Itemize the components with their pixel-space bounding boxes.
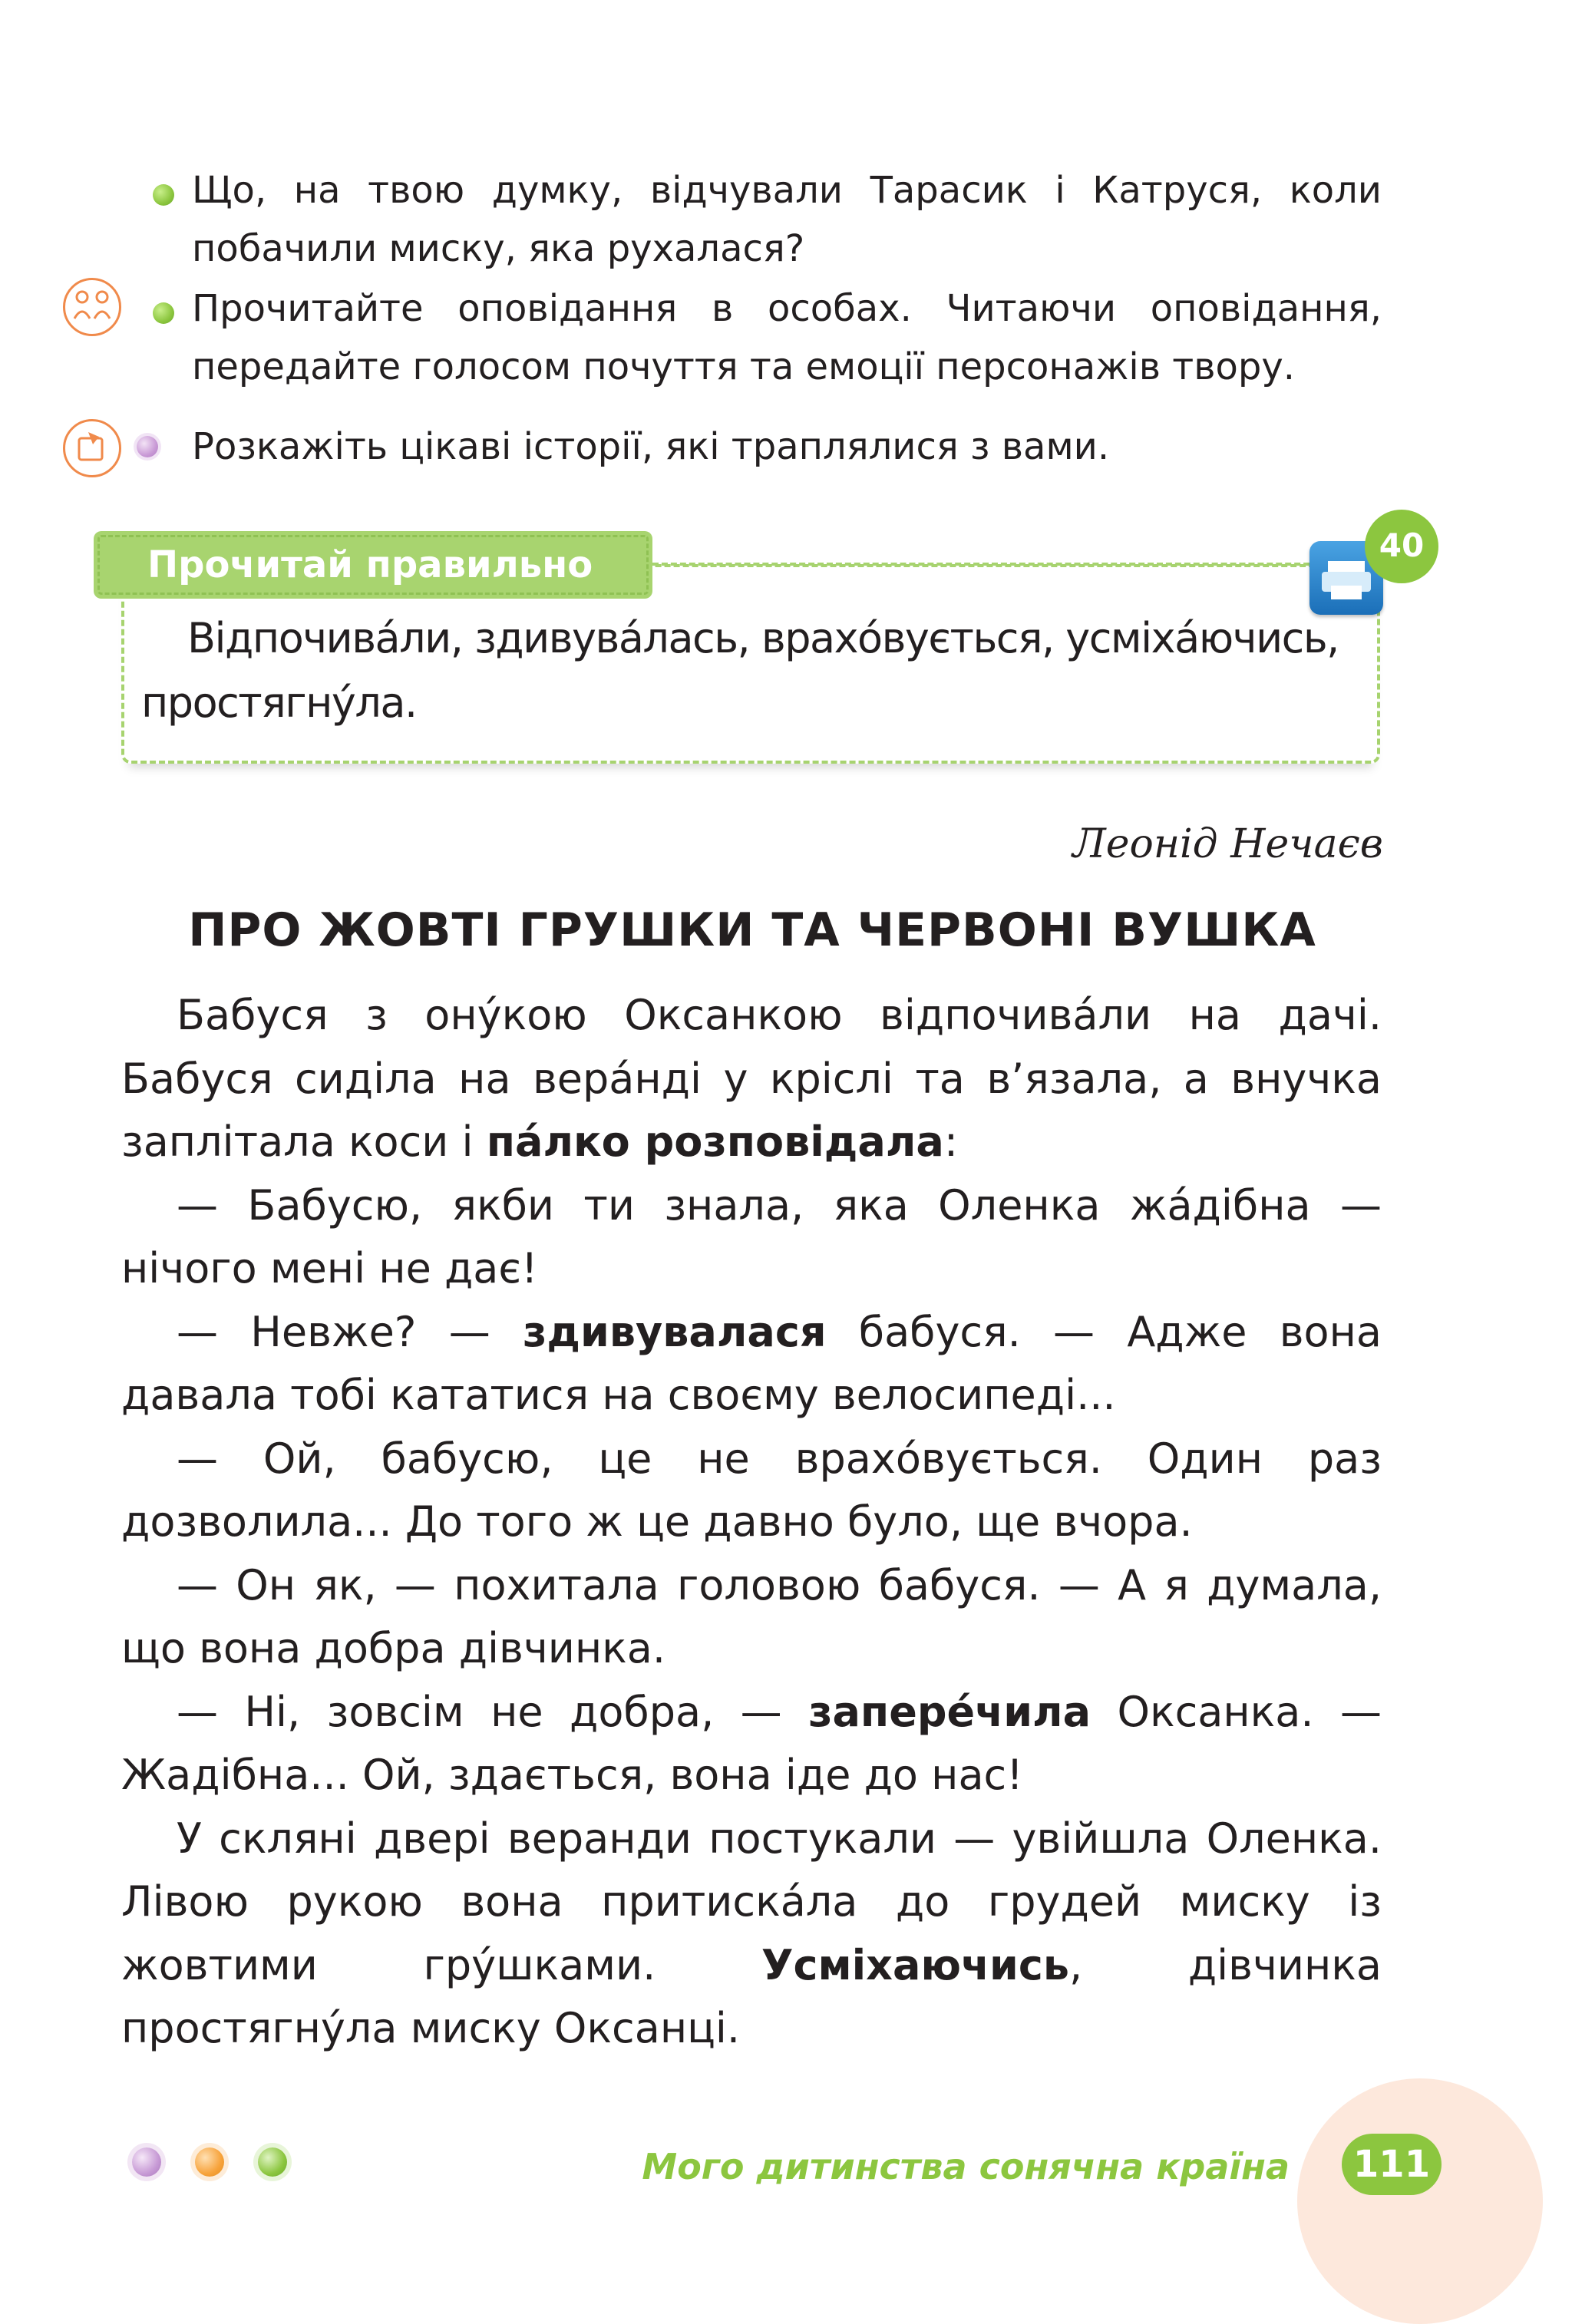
group-reading-icon [63, 278, 121, 336]
question-3: Розкажіть цікаві історії, які траплялися з вами. [192, 425, 1110, 468]
read-correctly-label: Прочитай правильно [94, 531, 652, 599]
story-paragraph: — Ой, бабусю, це не врахо́вується. Один раз дозволила... До того ж це давно було, ще вчора. [121, 1434, 1382, 1546]
page-corner-circle [1297, 2078, 1543, 2324]
story-title: ПРО ЖОВТІ ГРУШКИ ТА ЧЕРВОНІ ВУШКА [188, 903, 1316, 957]
bullet-icon [137, 436, 158, 457]
section-title: Мого дитинства сонячна країна [642, 2146, 1290, 2187]
story-paragraph: — Бабусю, якби ти знала, яка Оленка жа́дібна — нічого мені не дає! [121, 1180, 1382, 1292]
read-correctly-words: Відпочива́ли, здивува́лась, врахо́вується, усміха́ючись, простягну́ла. [141, 614, 1339, 727]
story-paragraph: У скляні двері веранди постукали — увійшла Оленка. Лівою рукою вона притиска́ла до грудей миску із жовтими гру́шками. Усміхаючись, дівчинка простягну́ла миску Оксанці. [121, 1814, 1382, 2052]
question-1: Що, на твою думку, відчували Тарасик і Катруся, коли побачили миску, яка рухалася? [192, 169, 1382, 270]
story-paragraph: Бабуся з ону́кою Оксанкою відпочива́ли на дачі. Бабуся сиділа на вера́нді у кріслі та в’язала, а внучка заплітала коси і па́лко розповідала: [121, 991, 1382, 1166]
story-paragraph: — Он як, — похитала головою бабуся. — А я думала, що вона добра дівчинка. [121, 1560, 1382, 1672]
page-number: 111 [1342, 2134, 1442, 2195]
box-top-line [652, 563, 1328, 566]
bullet-icon [153, 184, 174, 206]
exercise-number-badge: 40 [1365, 510, 1438, 583]
puzzle-icon [63, 419, 121, 477]
footer-dot-green [258, 2147, 287, 2177]
bullet-icon [153, 302, 174, 324]
footer-dot-orange [195, 2147, 224, 2177]
question-2: Прочитайте оповідання в особах. Читаючи оповідання, передайте голосом почуття та емоції персонажів твору. [192, 287, 1382, 388]
story-text [121, 984, 1382, 2061]
footer-dot-purple [132, 2147, 161, 2177]
story-author: Леонід Нечаєв [1072, 821, 1383, 867]
story-paragraph: — Ні, зовсім не добра, — запере́чила Оксанка. — Жадібна... Ой, здається, вона іде до нас! [121, 1687, 1382, 1799]
story-paragraph: — Невже? — здивувалася бабуся. — Адже вона давала тобі кататися на своєму велосипеді... [121, 1307, 1382, 1419]
